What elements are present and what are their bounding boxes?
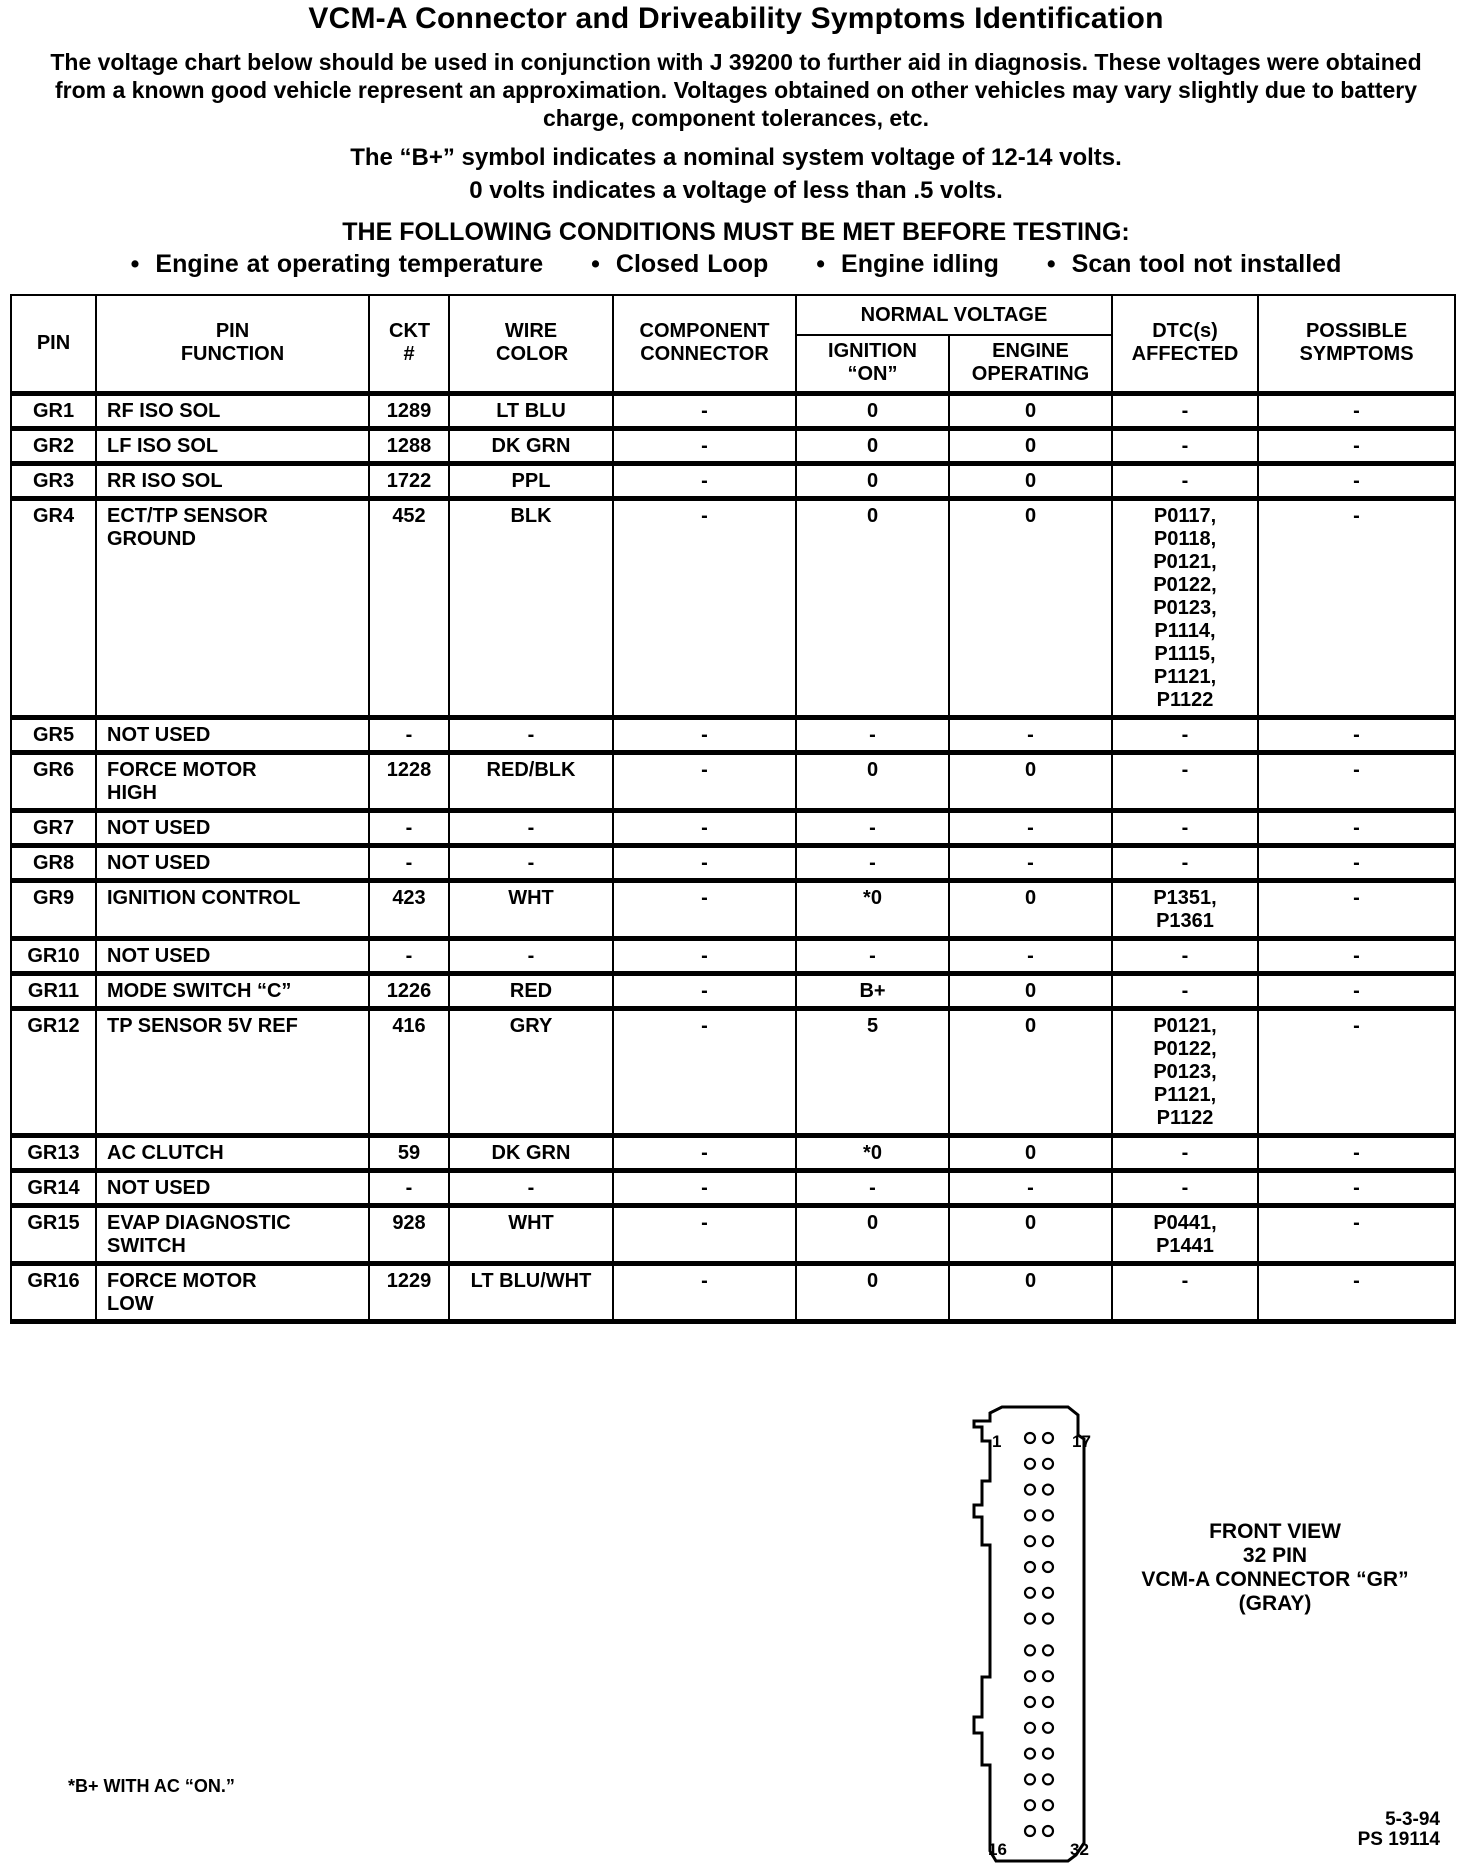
function-cell [96, 880, 369, 938]
header-wire-color: WIRE COLOR [449, 295, 613, 393]
header-dtc-affected: DTC(s) AFFECTED [1112, 295, 1258, 393]
function-text: MODE SWITCH “C” [107, 979, 292, 1002]
dtc-code: - [1181, 979, 1189, 1002]
pin-cell: GR3 [11, 463, 96, 498]
function-cell [96, 393, 369, 428]
dtc-cell [1112, 393, 1258, 428]
voltage-table [10, 294, 1456, 1324]
symptoms-cell: - [1258, 1008, 1455, 1135]
dtc-code: P1361 [1156, 909, 1214, 932]
engine-operating-cell: - [949, 810, 1112, 845]
dtc-cell [1112, 1008, 1258, 1135]
symptoms-cell: - [1258, 428, 1455, 463]
ckt-cell: 59 [369, 1135, 449, 1170]
connector-pin [1025, 1749, 1035, 1759]
component-cell: - [613, 880, 796, 938]
function-text: NOT USED [107, 723, 211, 746]
ckt-cell: 928 [369, 1205, 449, 1263]
symptoms-cell: - [1258, 717, 1455, 752]
dtc-code: P0123, [1153, 596, 1217, 619]
ignition-on-cell: 0 [796, 752, 949, 810]
bplus-note: The “B+” symbol indicates a nominal system voltage of 12-14 volts. [350, 144, 1122, 171]
ckt-cell: 1288 [369, 428, 449, 463]
pin-cell: GR12 [11, 1008, 96, 1135]
connector-pin [1043, 1588, 1053, 1598]
function-text: EVAP DIAGNOSTIC SWITCH [107, 1211, 291, 1257]
ckt-cell: 423 [369, 880, 449, 938]
condition-item: • Engine idling [816, 250, 999, 278]
engine-operating-cell: 0 [949, 880, 1112, 938]
ckt-cell: 1226 [369, 973, 449, 1008]
connector-diagram [940, 1405, 1140, 1865]
wire-color-cell: PPL [449, 463, 613, 498]
dtc-code: - [1181, 1176, 1189, 1199]
pin-cell: GR8 [11, 845, 96, 880]
dtc-code: P1114, [1154, 619, 1216, 642]
function-cell [96, 938, 369, 973]
ignition-on-cell: 0 [796, 1263, 949, 1321]
connector-pin [1025, 1697, 1035, 1707]
ckt-cell: 1289 [369, 393, 449, 428]
function-cell [96, 428, 369, 463]
wire-color-cell: - [449, 1170, 613, 1205]
engine-operating-cell: - [949, 845, 1112, 880]
component-cell: - [613, 1170, 796, 1205]
component-cell: - [613, 393, 796, 428]
condition-item: • Closed Loop [591, 250, 769, 278]
symptoms-cell: - [1258, 880, 1455, 938]
function-cell [96, 463, 369, 498]
symptoms-cell: - [1258, 498, 1455, 717]
engine-operating-cell: 0 [949, 393, 1112, 428]
component-cell: - [613, 428, 796, 463]
dtc-code: - [1181, 469, 1189, 492]
dtc-cell [1112, 428, 1258, 463]
function-cell [96, 498, 369, 717]
connector-pin [1025, 1562, 1035, 1572]
dtc-cell [1112, 752, 1258, 810]
table-row [11, 973, 1455, 1008]
function-text: IGNITION CONTROL [107, 886, 301, 909]
dtc-code: P1121, [1153, 665, 1217, 688]
table-row [11, 810, 1455, 845]
pin-cell: GR1 [11, 393, 96, 428]
connector-pin [1043, 1671, 1053, 1681]
wire-color-cell: - [449, 717, 613, 752]
dtc-code: P1351, [1153, 886, 1217, 909]
symptoms-cell: - [1258, 810, 1455, 845]
wire-color-cell: - [449, 938, 613, 973]
symptoms-cell: - [1258, 752, 1455, 810]
connector-pin [1025, 1536, 1035, 1546]
header-possible-symptoms: POSSIBLE SYMPTOMS [1258, 295, 1455, 393]
table-row [11, 463, 1455, 498]
ignition-on-cell: *0 [796, 880, 949, 938]
engine-operating-cell: 0 [949, 973, 1112, 1008]
connector-pin [1025, 1485, 1035, 1495]
dtc-cell [1112, 1263, 1258, 1321]
dtc-code: P0117, [1153, 504, 1217, 527]
table-row [11, 938, 1455, 973]
connector-pin [1043, 1800, 1053, 1810]
table-row [11, 845, 1455, 880]
ckt-cell: - [369, 717, 449, 752]
function-cell [96, 717, 369, 752]
symptoms-cell: - [1258, 938, 1455, 973]
function-cell [96, 1135, 369, 1170]
table-row [11, 1135, 1455, 1170]
engine-operating-cell: 0 [949, 752, 1112, 810]
ignition-on-cell: 0 [796, 428, 949, 463]
wire-color-cell: RED/BLK [449, 752, 613, 810]
function-text: FORCE MOTOR HIGH [107, 758, 257, 804]
ignition-on-cell: 0 [796, 1205, 949, 1263]
wire-color-cell: RED [449, 973, 613, 1008]
connector-pin [1043, 1536, 1053, 1546]
engine-operating-cell: 0 [949, 1135, 1112, 1170]
connector-pin [1025, 1459, 1035, 1469]
function-cell [96, 1263, 369, 1321]
dtc-cell [1112, 1135, 1258, 1170]
pin-cell: GR10 [11, 938, 96, 973]
pin-cell: GR13 [11, 1135, 96, 1170]
ignition-on-cell: - [796, 810, 949, 845]
dtc-code: P0118, [1153, 527, 1217, 550]
connector-pin [1043, 1697, 1053, 1707]
function-text: FORCE MOTOR LOW [107, 1269, 257, 1315]
function-cell [96, 752, 369, 810]
pin-cell: GR15 [11, 1205, 96, 1263]
connector-pin [1043, 1614, 1053, 1624]
table-row [11, 1170, 1455, 1205]
dtc-code: P0121, [1153, 550, 1217, 573]
function-cell [96, 810, 369, 845]
ignition-on-cell: 0 [796, 463, 949, 498]
component-cell: - [613, 810, 796, 845]
engine-operating-cell: - [949, 938, 1112, 973]
connector-pin [1025, 1723, 1035, 1733]
component-cell: - [613, 752, 796, 810]
table-row [11, 428, 1455, 463]
connector-pin [1025, 1826, 1035, 1836]
pin-cell: GR9 [11, 880, 96, 938]
ckt-cell: 1229 [369, 1263, 449, 1321]
component-cell: - [613, 1263, 796, 1321]
dtc-code: - [1181, 816, 1189, 839]
pin-cell: GR5 [11, 717, 96, 752]
engine-operating-cell: - [949, 717, 1112, 752]
header-pin: PIN [11, 295, 96, 393]
dtc-code: P1115, [1154, 642, 1216, 665]
engine-operating-cell: - [949, 1170, 1112, 1205]
dtc-code: P0123, [1153, 1060, 1217, 1083]
condition-item: • Engine at operating temperature [130, 250, 544, 278]
dtc-code: P0122, [1153, 573, 1217, 596]
wire-color-cell: WHT [449, 1205, 613, 1263]
header-pin-function: PIN FUNCTION [96, 295, 369, 393]
connector-pin [1025, 1588, 1035, 1598]
connector-pin [1043, 1723, 1053, 1733]
dtc-code: - [1181, 758, 1189, 781]
dtc-code: P1122 [1156, 688, 1214, 711]
engine-operating-cell: 0 [949, 498, 1112, 717]
component-cell: - [613, 463, 796, 498]
connector-outline [974, 1407, 1084, 1861]
pin-cell: GR2 [11, 428, 96, 463]
function-cell [96, 845, 369, 880]
header-engine-operating: ENGINE OPERATING [949, 335, 1112, 393]
wire-color-cell: GRY [449, 1008, 613, 1135]
ignition-on-cell: - [796, 938, 949, 973]
connector-pin [1043, 1510, 1053, 1520]
connector-pin [1043, 1774, 1053, 1784]
dtc-code: P1121, [1153, 1083, 1217, 1106]
ignition-on-cell: 0 [796, 393, 949, 428]
header-normal-voltage: NORMAL VOLTAGE [796, 295, 1112, 335]
dtc-code: P1122 [1156, 1106, 1214, 1129]
connector-pins [1025, 1433, 1053, 1836]
wire-color-cell: DK GRN [449, 428, 613, 463]
ckt-cell: 452 [369, 498, 449, 717]
ckt-cell: - [369, 938, 449, 973]
pin-32-label: 32 [1070, 1840, 1089, 1859]
dtc-code: - [1181, 434, 1189, 457]
ignition-on-cell: 0 [796, 498, 949, 717]
pin-cell: GR7 [11, 810, 96, 845]
pin-cell: GR4 [11, 498, 96, 717]
footnote: *B+ WITH AC “ON.” [68, 1776, 235, 1796]
intro-paragraph: The voltage chart below should be used in conjunction with J 39200 to further aid in diagnosis. These voltages were obtained from a known good vehicle represent an approximation. Voltages obtained on other vehicles may vary slightly due to battery charge, component tolerances, etc. [50, 49, 1422, 131]
conditions-list [0, 250, 1472, 279]
wire-color-cell: LT BLU [449, 393, 613, 428]
function-text: NOT USED [107, 816, 211, 839]
engine-operating-cell: 0 [949, 1263, 1112, 1321]
connector-pin [1025, 1510, 1035, 1520]
conditions-heading: THE FOLLOWING CONDITIONS MUST BE MET BEFORE TESTING: [342, 218, 1130, 246]
component-cell: - [613, 938, 796, 973]
function-text: TP SENSOR 5V REF [107, 1014, 298, 1037]
function-text: NOT USED [107, 944, 211, 967]
ckt-cell: 416 [369, 1008, 449, 1135]
dtc-cell [1112, 463, 1258, 498]
engine-operating-cell: 0 [949, 1205, 1112, 1263]
function-cell [96, 1205, 369, 1263]
symptoms-cell: - [1258, 463, 1455, 498]
dtc-cell [1112, 880, 1258, 938]
connector-pin [1043, 1826, 1053, 1836]
ignition-on-cell: *0 [796, 1135, 949, 1170]
engine-operating-cell: 0 [949, 428, 1112, 463]
function-text: NOT USED [107, 1176, 211, 1199]
component-cell: - [613, 717, 796, 752]
ckt-cell: 1722 [369, 463, 449, 498]
connector-pin [1025, 1433, 1035, 1443]
date-code: 5-3-94 PS 19114 [1357, 1809, 1440, 1850]
header-ignition-on: IGNITION “ON” [796, 335, 949, 393]
component-cell: - [613, 1205, 796, 1263]
dtc-code: - [1181, 851, 1189, 874]
connector-pin [1025, 1800, 1035, 1810]
component-cell: - [613, 845, 796, 880]
ckt-cell: - [369, 1170, 449, 1205]
symptoms-cell: - [1258, 393, 1455, 428]
wire-color-cell: BLK [449, 498, 613, 717]
dtc-code: P1441 [1156, 1234, 1214, 1257]
engine-operating-cell: 0 [949, 1008, 1112, 1135]
pin-16-label: 16 [988, 1840, 1007, 1859]
dtc-code: P0122, [1153, 1037, 1217, 1060]
component-cell: - [613, 498, 796, 717]
connector-pin [1043, 1459, 1053, 1469]
wire-color-cell: - [449, 845, 613, 880]
table-row [11, 1008, 1455, 1135]
pin-17-label: 17 [1072, 1432, 1091, 1451]
ignition-on-cell: 5 [796, 1008, 949, 1135]
table-row [11, 717, 1455, 752]
connector-pin [1043, 1433, 1053, 1443]
function-text: NOT USED [107, 851, 211, 874]
pin-cell: GR11 [11, 973, 96, 1008]
function-cell [96, 1170, 369, 1205]
component-cell: - [613, 1135, 796, 1170]
connector-pin [1043, 1645, 1053, 1655]
function-text: LF ISO SOL [107, 434, 219, 457]
dtc-cell [1112, 1170, 1258, 1205]
symptoms-cell: - [1258, 973, 1455, 1008]
pin-1-label: 1 [992, 1432, 1002, 1451]
symptoms-cell: - [1258, 1170, 1455, 1205]
wire-color-cell: - [449, 810, 613, 845]
zero-volts-note: 0 volts indicates a voltage of less than .5 volts. [469, 177, 1003, 204]
table-row [11, 393, 1455, 428]
dtc-code: P0121, [1153, 1014, 1217, 1037]
connector-pin [1025, 1614, 1035, 1624]
function-text: ECT/TP SENSOR GROUND [107, 504, 268, 550]
dtc-code: - [1181, 1269, 1189, 1292]
dtc-cell [1112, 717, 1258, 752]
dtc-code: - [1181, 723, 1189, 746]
dtc-cell [1112, 810, 1258, 845]
connector-pin [1025, 1645, 1035, 1655]
ignition-on-cell: B+ [796, 973, 949, 1008]
ignition-on-cell: - [796, 1170, 949, 1205]
wire-color-cell: LT BLU/WHT [449, 1263, 613, 1321]
dtc-cell [1112, 498, 1258, 717]
page-title: VCM-A Connector and Driveability Symptoms Identification [308, 2, 1164, 35]
connector-label: FRONT VIEW 32 PIN VCM-A CONNECTOR “GR” (GRAY) [1141, 1520, 1409, 1615]
pin-cell: GR16 [11, 1263, 96, 1321]
header-ckt: CKT # [369, 295, 449, 393]
dtc-code: - [1181, 1141, 1189, 1164]
connector-pin [1043, 1749, 1053, 1759]
symptoms-cell: - [1258, 1263, 1455, 1321]
ckt-cell: - [369, 845, 449, 880]
table-row [11, 498, 1455, 717]
connector-pin [1025, 1774, 1035, 1784]
table-row [11, 752, 1455, 810]
ckt-cell: 1228 [369, 752, 449, 810]
table-row [11, 1205, 1455, 1263]
ignition-on-cell: - [796, 845, 949, 880]
wire-color-cell: WHT [449, 880, 613, 938]
dtc-code: - [1181, 944, 1189, 967]
dtc-cell [1112, 1205, 1258, 1263]
symptoms-cell: - [1258, 845, 1455, 880]
table-row [11, 880, 1455, 938]
dtc-cell [1112, 938, 1258, 973]
ckt-cell: - [369, 810, 449, 845]
ignition-on-cell: - [796, 717, 949, 752]
function-text: RR ISO SOL [107, 469, 223, 492]
function-text: AC CLUTCH [107, 1141, 224, 1164]
dtc-cell [1112, 973, 1258, 1008]
symptoms-cell: - [1258, 1135, 1455, 1170]
header-component-connector: COMPONENT CONNECTOR [613, 295, 796, 393]
symptoms-cell: - [1258, 1205, 1455, 1263]
wire-color-cell: DK GRN [449, 1135, 613, 1170]
engine-operating-cell: 0 [949, 463, 1112, 498]
function-cell [96, 973, 369, 1008]
dtc-code: - [1181, 399, 1189, 422]
pin-cell: GR6 [11, 752, 96, 810]
function-cell [96, 1008, 369, 1135]
dtc-cell [1112, 845, 1258, 880]
condition-item: • Scan tool not installed [1046, 250, 1342, 278]
connector-pin [1043, 1562, 1053, 1572]
connector-pin [1043, 1485, 1053, 1495]
component-cell: - [613, 973, 796, 1008]
function-text: RF ISO SOL [107, 399, 221, 422]
table-row [11, 1263, 1455, 1321]
component-cell: - [613, 1008, 796, 1135]
pin-cell: GR14 [11, 1170, 96, 1205]
dtc-code: P0441, [1153, 1211, 1217, 1234]
connector-pin [1025, 1671, 1035, 1681]
